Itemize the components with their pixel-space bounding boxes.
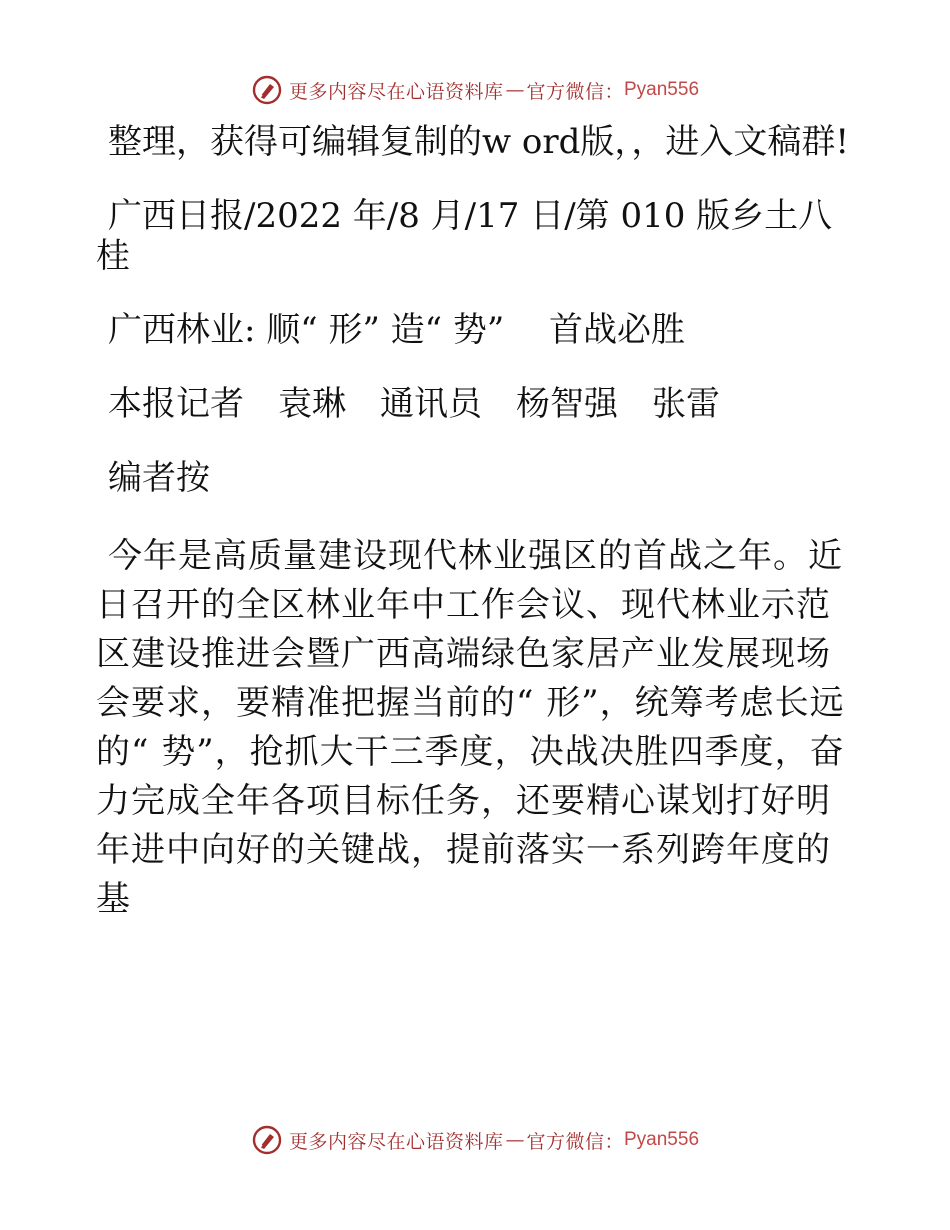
watermark-dash: — — [505, 79, 525, 101]
watermark-label: 官方微信： — [526, 80, 624, 103]
watermark-wechat-id: Pyan556 — [624, 1129, 700, 1150]
footer-watermark — [0, 1120, 950, 1160]
headline: 广西林业: 顺“ 形” 造“ 势” 首战必胜 — [108, 310, 686, 350]
watermark-dash: — — [505, 1129, 525, 1151]
byline: 本报记者 袁琳 通讯员 杨智强 张雷 — [108, 384, 720, 424]
pen-nib-logo-icon — [251, 1124, 283, 1156]
watermark-wechat-id: Pyan556 — [624, 79, 700, 100]
source-line: 广西日报/2022 年/8 月/17 日/第 010 版乡土八桂 — [96, 196, 833, 276]
watermark-text: 更多内容尽在心语资料库 — [288, 1130, 504, 1153]
intro-paragraph: 整理，获得可编辑复制的w ord版，，进入文稿群! — [108, 122, 850, 162]
watermark-label: 官方微信： — [526, 1130, 624, 1153]
watermark-text: 更多内容尽在心语资料库 — [288, 80, 504, 103]
editor-note-label: 编者按 — [108, 458, 210, 498]
lead-paragraph: 今年是高质量建设现代林业强区的首战之年。近日召开的全区林业年中工作会议、现代林业示范区建设推进会暨广西高端绿色家居产业发展现场会要求，要精准把握当前的“ 形”，统筹考虑长远的“ 势”，抢抓大干三季度，决战决胜四季度，奋力完成全年各项目标任务，还要精心谋划打好明年进中向好的关键战，提前落实一系列跨年度的基 — [96, 536, 845, 919]
document-body — [96, 122, 856, 924]
header-watermark — [0, 70, 950, 110]
pen-nib-logo-icon — [251, 74, 283, 106]
